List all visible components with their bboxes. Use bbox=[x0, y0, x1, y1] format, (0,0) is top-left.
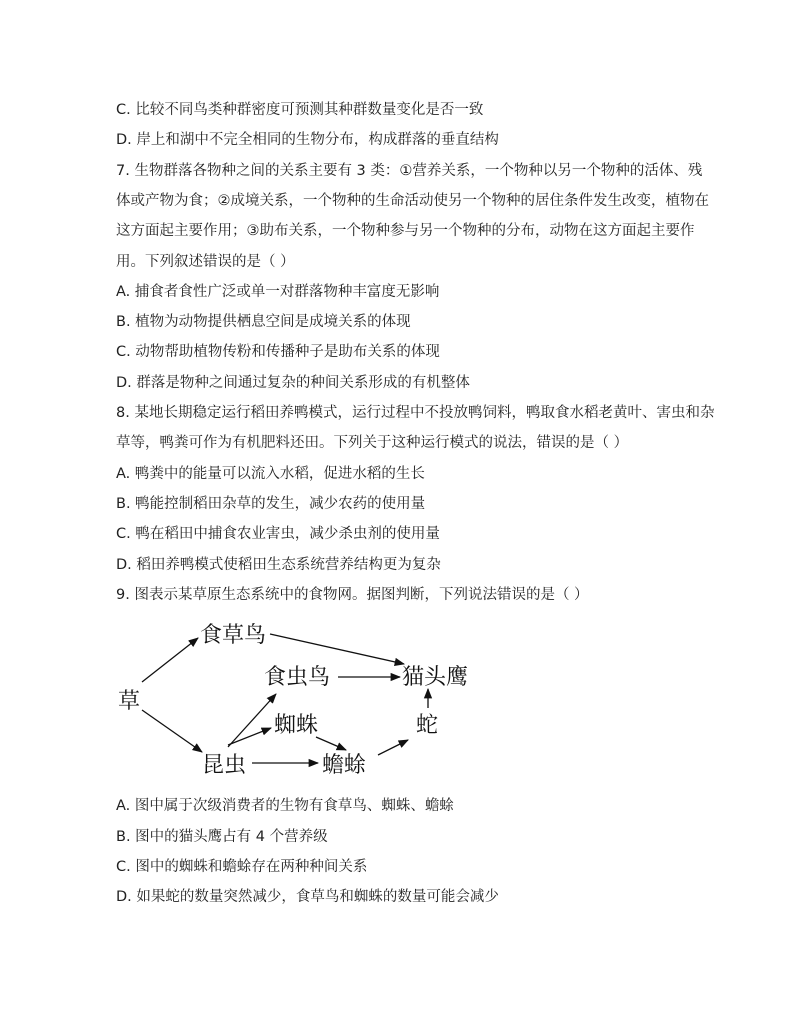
question-7-option-b: B. 植物为动物提供栖息空间是成境关系的体现 bbox=[116, 314, 411, 330]
node-snake: 蛇 bbox=[416, 713, 439, 738]
node-herbivore-bird: 食草鸟 bbox=[200, 623, 267, 648]
question-7-option-c: C. 动物帮助植物传粉和传播种子是助布关系的体现 bbox=[116, 344, 440, 360]
arrow-spider-to-toad bbox=[316, 737, 346, 750]
question-8-option-c: C. 鸭在稻田中捕食农业害虫，减少杀虫剂的使用量 bbox=[116, 526, 440, 542]
question-7-line-2: 体或产物为食；②成境关系，一个物种的生命活动使另一个物种的居住条件发生改变，植物在 bbox=[116, 193, 709, 209]
arrow-grass-to-insect bbox=[142, 710, 202, 752]
node-insect-bird: 食虫鸟 bbox=[264, 665, 331, 690]
question-9-option-b: B. 图中的猫头鹰占有 4 个营养级 bbox=[116, 829, 328, 845]
option-c-prev: C. 比较不同鸟类种群密度可预测其种群数量变化是否一致 bbox=[116, 102, 484, 118]
question-7-option-a: A. 捕食者食性广泛或单一对群落物种丰富度无影响 bbox=[116, 284, 440, 300]
food-web-diagram bbox=[108, 612, 488, 787]
node-toad: 蟾蜍 bbox=[322, 753, 367, 778]
question-8-option-a: A. 鸭粪中的能量可以流入水稻，促进水稻的生长 bbox=[116, 466, 425, 482]
question-9-option-d: D. 如果蛇的数量突然减少，食草鸟和蜘蛛的数量可能会减少 bbox=[116, 889, 499, 905]
arrow-herbivore-bird-to-owl bbox=[270, 634, 404, 664]
node-spider: 蜘蛛 bbox=[274, 713, 319, 738]
question-9-stem: 9. 图表示某草原生态系统中的食物网。据图判断，下列说法错误的是（ ） bbox=[116, 587, 589, 603]
option-d-prev: D. 岸上和湖中不完全相同的生物分布，构成群落的垂直结构 bbox=[116, 132, 499, 148]
question-8-option-b: B. 鸭能控制稻田杂草的发生，减少农药的使用量 bbox=[116, 496, 426, 512]
node-owl: 猫头鹰 bbox=[402, 665, 469, 690]
arrow-insect-to-insect-bird bbox=[228, 694, 276, 747]
question-8-line-1: 8. 某地长期稳定运行稻田养鸭模式，运行过程中不投放鸭饲料，鸭取食水稻老黄叶、害虫和杂 bbox=[116, 405, 715, 421]
question-9-option-c: C. 图中的蜘蛛和蟾蜍存在两种种间关系 bbox=[116, 859, 368, 875]
node-insect: 昆虫 bbox=[202, 753, 247, 778]
question-7-line-1: 7. 生物群落各物种之间的关系主要有 3 类：①营养关系，一个物种以另一个物种的活体、残 bbox=[116, 163, 703, 179]
question-9-option-a: A. 图中属于次级消费者的生物有食草鸟、蜘蛛、蟾蜍 bbox=[116, 798, 454, 814]
arrow-toad-to-snake bbox=[378, 740, 408, 755]
question-8-option-d: D. 稻田养鸭模式使稻田生态系统营养结构更为复杂 bbox=[116, 557, 441, 573]
node-grass: 草 bbox=[118, 689, 141, 714]
question-7-line-3: 这方面起主要作用；③助布关系，一个物种参与另一个物种的分布，动物在这方面起主要作 bbox=[116, 223, 695, 239]
arrow-insect-to-spider bbox=[228, 728, 271, 745]
question-7-line-4: 用。下列叙述错误的是（ ） bbox=[116, 254, 295, 270]
arrow-grass-to-herbivore-bird bbox=[142, 638, 198, 682]
question-8-line-2: 草等，鸭粪可作为有机肥料还田。下列关于这种运行模式的说法，错误的是（ ） bbox=[116, 435, 629, 451]
question-7-option-d: D. 群落是物种之间通过复杂的种间关系形成的有机整体 bbox=[116, 375, 470, 391]
